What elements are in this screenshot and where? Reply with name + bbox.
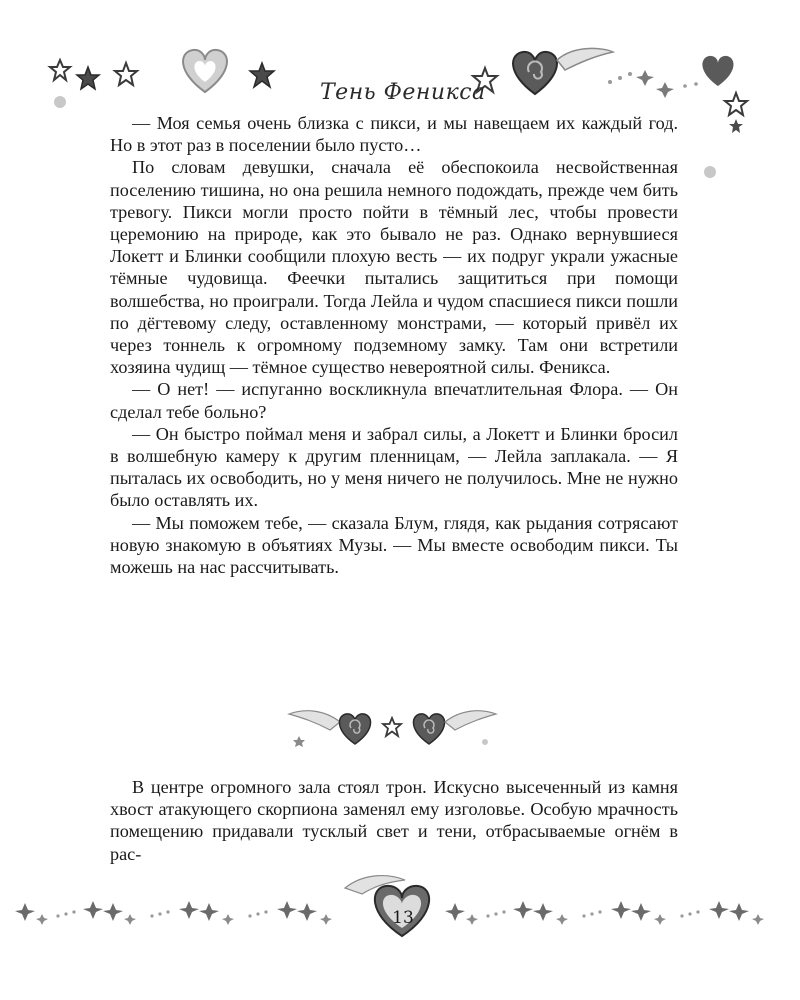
star-trail-right	[445, 901, 764, 925]
paragraph: По словам девушки, сначала её обеспокоила несвойственная поселению тишина, но она решила немного подождать, прежде чем бить тревогу. Пикси могли просто пойти в тёмный лес, чтобы провести церемонию на природе, как это бывало не раз. Однако вернувшиеся Локетт и Блинки сообщили плохую весть — их подруг украли ужасные тёмные чудовища. Феечки пытались защититься при помощи волшебства, но проиграли. Тогда Лейла и чудом спасшиеся пикси пошли по дёгтевому следу, оставленному монстрами, — который привёл их через тоннель к огромному подземному замку. Там они встретили хозяина чудищ — тёмное существо невероятной силы. Феникса.	[110, 157, 678, 378]
winged-heart-icon	[513, 48, 613, 94]
dot-decoration	[54, 96, 66, 108]
star-outline-icon	[115, 63, 137, 85]
star-outline-icon	[383, 718, 401, 736]
star-filled-icon	[293, 736, 305, 747]
paragraph: — О нет! — испуганно воскликнула впечатлительная Флора. — Он сделал тебе больно?	[110, 379, 678, 422]
heart-icon	[413, 714, 444, 744]
heart-icon	[339, 714, 370, 744]
page-number: 13	[392, 908, 414, 928]
star-outline-icon	[50, 60, 70, 80]
star-trail-left	[15, 901, 332, 925]
paragraph: — Он быстро поймал меня и забрал силы, а Локетт и Блинки бросил в волшебную камеру к другим пленницам, — Лейла заплакала. — Я пыталась их освободить, но у меня ничего не получилось. Мне не нужно было оставлять их.	[110, 423, 678, 511]
paragraph: — Моя семья очень близка с пикси, и мы навещаем их каждый год. Но в этот раз в поселении было пусто…	[110, 113, 678, 156]
paragraph: — Мы поможем тебе, — сказала Блум, глядя, как рыдания сотрясают новую знакомую в объятиях Музы. — Мы вместе освободим пикси. Ты можешь на нас рассчитывать.	[110, 512, 678, 578]
page-footer	[0, 870, 800, 940]
sparkle-trail	[608, 70, 698, 98]
left-wing-icon	[289, 711, 340, 730]
star-filled-icon	[250, 63, 274, 87]
body-text	[110, 112, 678, 578]
dot-decoration	[700, 162, 720, 182]
star-filled-icon	[77, 67, 99, 89]
paragraph: В центре огромного зала стоял трон. Искусно высеченный из камня хвост атакующего скорпиона заменял ему изголовье. Особую мрачность помещению придавали тусклый свет и тени, отбрасываемые огнём в рас-	[110, 777, 678, 864]
running-title: Тень Феникса	[320, 80, 486, 105]
star-outline-icon	[725, 93, 747, 115]
right-wing-icon	[445, 711, 496, 730]
section-two-text	[110, 776, 678, 865]
star-filled-icon	[729, 119, 743, 133]
heart-icon	[702, 56, 733, 86]
heart-icon	[183, 50, 227, 92]
dot-decoration	[482, 739, 488, 745]
section-divider	[285, 702, 500, 752]
